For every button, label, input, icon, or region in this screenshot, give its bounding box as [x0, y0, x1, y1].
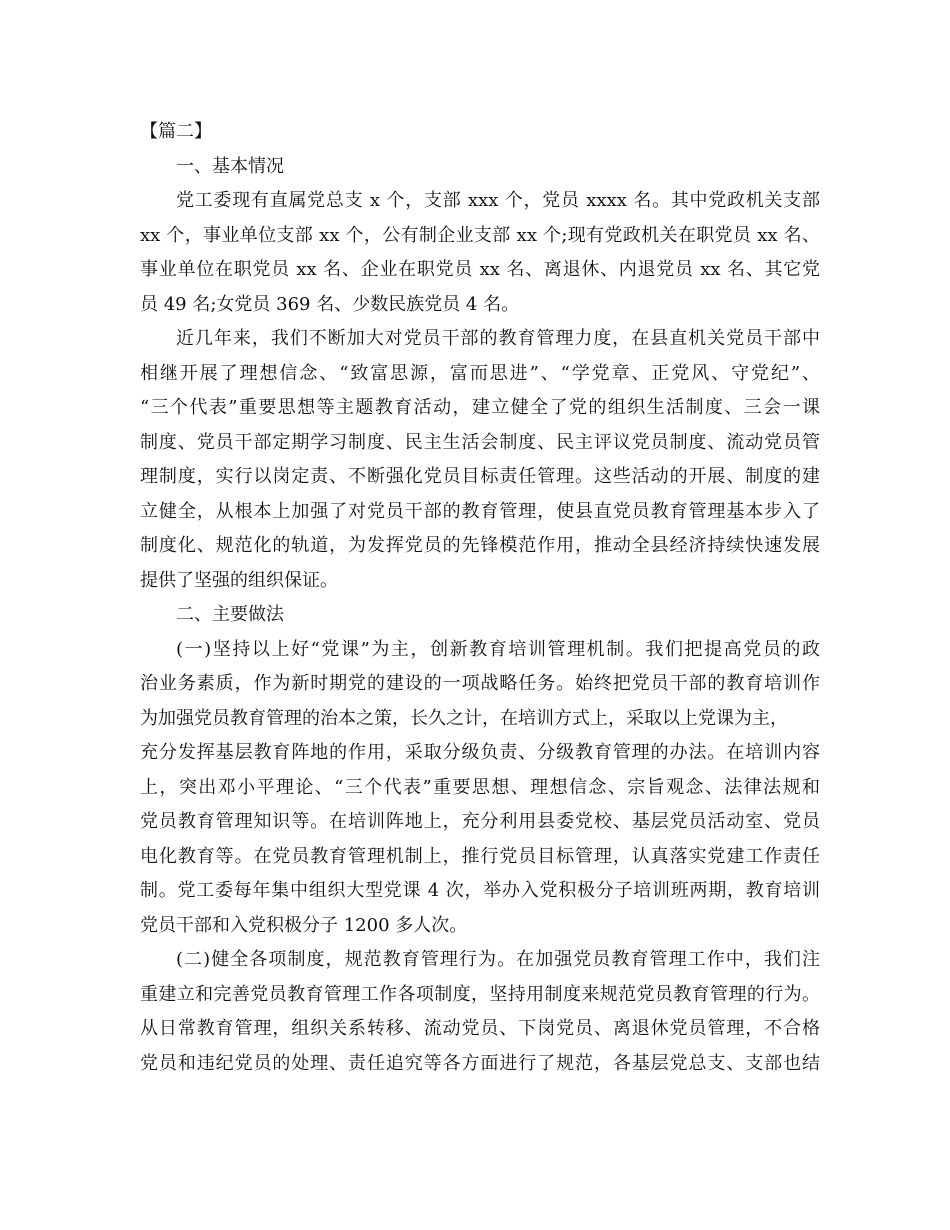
- heading-basic-situation: 一、基本情况: [176, 155, 284, 177]
- paragraph-line: 理制度，实行以岗定责、不断强化党员目标责任管理。这些活动的开展、制度的建: [140, 466, 820, 487]
- paragraph-line: xx 个，事业单位支部 xx 个，公有制企业支部 xx 个;现有党政机关在职党员 xx 名、: [140, 224, 820, 246]
- paragraph-line: 电化教育等。在党员教育管理机制上，推行党员目标管理，认真落实党建工作责任: [140, 845, 820, 867]
- paragraph-line: 上，突出邓小平理论、“三个代表”重要思想、理想信念、宗旨观念、法律法规和: [140, 776, 820, 798]
- paragraph-line: 重建立和完善党员教育管理工作各项制度，坚持用制度来规范党员教育管理的行为。: [140, 983, 820, 1005]
- heading-main-practices: 二、主要做法: [176, 604, 284, 625]
- paragraph-line: 为加强党员教育管理的治本之策，长久之计，在培训方式上，采取以上党课为主，: [140, 707, 788, 729]
- paragraph-line: 充分发挥基层教育阵地的作用，采取分级负责、分级教育管理的办法。在培训内容: [140, 742, 820, 763]
- paragraph-line: 从日常教育管理，组织关系转移、流动党员、下岗党员、离退休党员管理，不合格: [140, 1018, 820, 1039]
- document-body: [140, 115, 820, 1081]
- paragraph-line: (二)健全各项制度，规范教育管理行为。在加强党员教育管理工作中，我们注: [176, 949, 820, 970]
- paragraph-line: 事业单位在职党员 xx 名、企业在职党员 xx 名、离退休、内退党员 xx 名、其它党: [140, 259, 820, 280]
- paragraph-line: (一)坚持以上好“党课”为主，创新教育培训管理机制。我们把提高党员的政: [176, 638, 820, 660]
- paragraph-3: [140, 633, 820, 944]
- paragraph-line: 制度化、规范化的轨道，为发挥党员的先锋模范作用，推动全县经济持续快速发展: [140, 535, 820, 556]
- paragraph-line: “三个代表”重要思想等主题教育活动，建立健全了党的组织生活制度、三会一课: [140, 397, 820, 418]
- paragraph-2: [140, 322, 820, 598]
- paragraph-line: 党员和违纪党员的处理、责任追究等各方面进行了规范，各基层党总支、支部也结: [140, 1052, 820, 1074]
- paragraph-line: 制度、党员干部定期学习制度、民主生活会制度、民主评议党员制度、流动党员管: [140, 431, 820, 453]
- paragraph-4: [140, 943, 820, 1081]
- paragraph-line: 员 49 名;女党员 369 名、少数民族党员 4 名。: [140, 293, 520, 315]
- paragraph-line: 相继开展了理想信念、“致富思源，富而思进”、“学党章、正党风、守党纪”、: [140, 362, 820, 384]
- paragraph-line: 近几年来，我们不断加大对党员干部的教育管理力度，在县直机关党员干部中: [176, 328, 820, 349]
- paragraph-line: 党工委现有直属党总支 x 个，支部 xxx 个，党员 xxxx 名。其中党政机关支部: [176, 190, 820, 211]
- paragraph-line: 党员干部和入党积极分子 1200 多人次。: [140, 914, 468, 936]
- paragraph-line: 制。党工委每年集中组织大型党课 4 次，举办入党积极分子培训班两期，教育培训: [140, 880, 820, 901]
- paragraph-line: 立健全，从根本上加强了对党员干部的教育管理，使县直党员教育管理基本步入了: [140, 500, 820, 522]
- paragraph-line: 治业务素质，作为新时期党的建设的一项战略任务。始终把党员干部的教育培训作: [140, 673, 820, 694]
- section-title: 【篇二】: [140, 121, 212, 142]
- paragraph-line: 党员教育管理知识等。在培训阵地上，充分利用县委党校、基层党员活动室、党员: [140, 811, 820, 832]
- paragraph-1: [140, 184, 820, 322]
- paragraph-line: 提供了坚强的组织保证。: [140, 569, 338, 591]
